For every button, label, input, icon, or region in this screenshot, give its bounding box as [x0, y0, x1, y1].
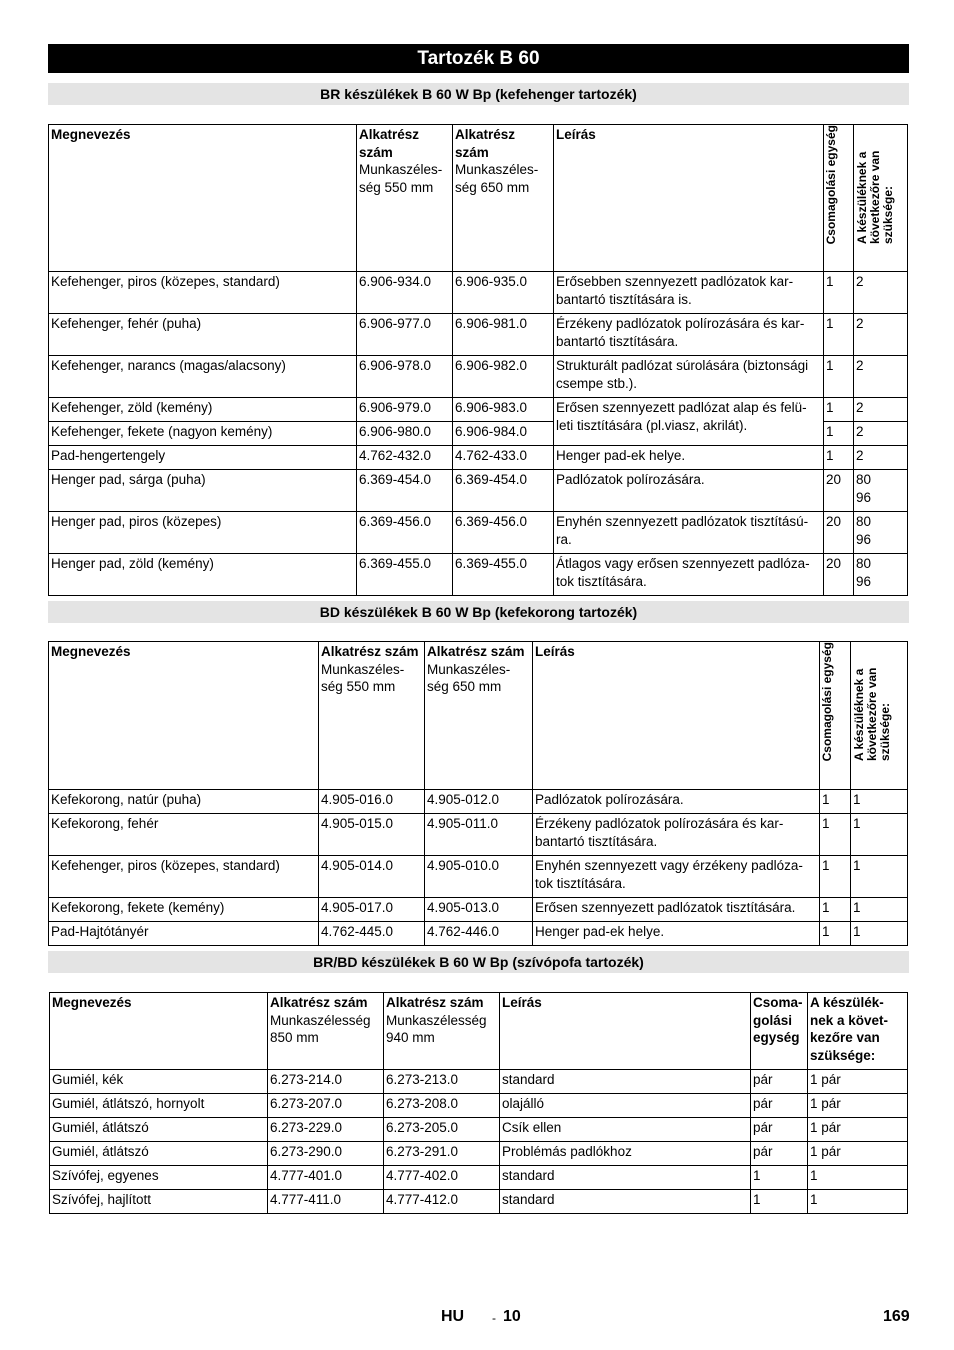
cell-desc: Strukturált padlózat súrolására (biztonsági csempe stb.).	[554, 356, 824, 398]
cell-part2: 4.905-010.0	[425, 856, 533, 898]
cell-need: 80 96	[854, 554, 908, 596]
cell-pack: 1	[824, 446, 854, 470]
cell-part1: 6.273-290.0	[268, 1142, 384, 1166]
cell-desc: olajálló	[500, 1094, 751, 1118]
cell-desc: standard	[500, 1070, 751, 1094]
cell-part1: 6.906-934.0	[357, 272, 453, 314]
cell-need: 2	[854, 272, 908, 314]
cell-need: 80 96	[854, 470, 908, 512]
cell-pack: 1	[751, 1166, 808, 1190]
cell-name: Gumiél, átlátszó, hornyolt	[50, 1094, 268, 1118]
cell-part1: 4.905-016.0	[319, 790, 425, 814]
cell-name: Henger pad, sárga (puha)	[49, 470, 357, 512]
cell-part2: 4.905-012.0	[425, 790, 533, 814]
table-row	[49, 898, 908, 922]
col-header-part1: Alkatrész szám	[321, 644, 419, 659]
cell-part1: 4.905-014.0	[319, 856, 425, 898]
cell-desc: Átlagos vagy erősen szennyezett padlóza-tok tisztítására.	[554, 554, 824, 596]
col-header-part1-sub: Munkaszéles-ség 550 mm	[321, 661, 405, 694]
cell-need: 1	[808, 1166, 908, 1190]
cell-need: 80 96	[854, 512, 908, 554]
cell-part2: 6.906-984.0	[453, 422, 554, 446]
cell-pack: pár	[751, 1070, 808, 1094]
col-header-part2: Alkatrész szám	[427, 644, 525, 659]
cell-part2: 4.762-433.0	[453, 446, 554, 470]
cell-part1: 6.906-979.0	[357, 398, 453, 422]
cell-name: Szívófej, hajlított	[50, 1190, 268, 1214]
table-row	[49, 446, 908, 470]
cell-desc: Henger pad-ek helye.	[554, 446, 824, 470]
cell-part2: 6.273-208.0	[384, 1094, 500, 1118]
cell-name: Gumiél, átlátszó	[50, 1118, 268, 1142]
table-header-row	[49, 642, 908, 790]
cell-pack: 1	[820, 922, 851, 946]
cell-pack: 1	[824, 314, 854, 356]
table-row	[49, 814, 908, 856]
table-row	[49, 272, 908, 314]
footer-section-page: 10	[503, 1308, 521, 1325]
cell-part1: 4.905-017.0	[319, 898, 425, 922]
cell-part1: 6.273-214.0	[268, 1070, 384, 1094]
cell-name: Kefekorong, fehér	[49, 814, 319, 856]
cell-need: 1 pár	[808, 1094, 908, 1118]
cell-pack: 1	[824, 356, 854, 398]
page-title: Tartozék B 60	[48, 44, 909, 73]
table-row	[50, 1166, 908, 1190]
footer-page-number: 169	[883, 1308, 910, 1325]
table-row	[49, 856, 908, 898]
cell-pack: 1	[820, 814, 851, 856]
cell-pack: 1	[824, 398, 854, 422]
section-heading-br: BR készülékek B 60 W Bp (kefehenger tartozék)	[48, 83, 909, 105]
cell-name: Kefehenger, fehér (puha)	[49, 314, 357, 356]
col-header-part2: Alkatrész szám	[455, 127, 516, 160]
cell-part1: 4.762-445.0	[319, 922, 425, 946]
cell-need: 1	[851, 790, 908, 814]
cell-part2: 6.369-456.0	[453, 512, 554, 554]
cell-desc: Érzékeny padlózatok polírozására és kar-bantartó tisztítására.	[554, 314, 824, 356]
table-brbd-szivopofa	[49, 992, 908, 1214]
table-bd-kefekorong	[48, 641, 908, 946]
col-header-part2-sub: Munkaszéles-ség 650 mm	[427, 661, 511, 694]
cell-need: 2	[854, 398, 908, 422]
table-row	[49, 922, 908, 946]
cell-part2: 4.762-446.0	[425, 922, 533, 946]
cell-part2: 6.906-983.0	[453, 398, 554, 422]
cell-pack: pár	[751, 1094, 808, 1118]
table-row	[49, 470, 908, 512]
cell-pack: 20	[824, 512, 854, 554]
cell-pack: 1	[820, 898, 851, 922]
cell-pack: 1	[820, 790, 851, 814]
cell-part1: 6.369-455.0	[357, 554, 453, 596]
cell-name: Kefehenger, fekete (nagyon kemény)	[49, 422, 357, 446]
cell-need: 1	[808, 1190, 908, 1214]
cell-name: Pad-hengertengely	[49, 446, 357, 470]
cell-part1: 6.369-456.0	[357, 512, 453, 554]
section-heading-brbd: BR/BD készülékek B 60 W Bp (szívópofa tartozék)	[48, 951, 909, 973]
table-br-kefehenger	[48, 124, 908, 596]
cell-name: Kefehenger, narancs (magas/alacsony)	[49, 356, 357, 398]
cell-part2: 6.906-981.0	[453, 314, 554, 356]
cell-need: 1	[851, 898, 908, 922]
cell-desc: Enyhén szennyezett vagy érzékeny padlóza-tok tisztítására.	[533, 856, 820, 898]
cell-desc: Henger pad-ek helye.	[533, 922, 820, 946]
table-row	[49, 512, 908, 554]
cell-need: 1 pár	[808, 1142, 908, 1166]
cell-name: Gumiél, kék	[50, 1070, 268, 1094]
col-header-desc: Leírás	[556, 127, 596, 142]
cell-need: 1	[851, 856, 908, 898]
col-header-pack: Csomagolási egység	[824, 125, 838, 245]
cell-pack: pár	[751, 1142, 808, 1166]
table-row	[49, 554, 908, 596]
col-header-part2-sub: Munkaszélesség 940 mm	[386, 1012, 487, 1045]
table-row	[49, 398, 908, 422]
cell-part2: 6.273-213.0	[384, 1070, 500, 1094]
col-header-part1-sub: Munkaszéles-ség 550 mm	[359, 162, 443, 195]
footer-lang: HU	[441, 1308, 465, 1325]
cell-need: 1	[851, 922, 908, 946]
cell-name: Kefekorong, fekete (kemény)	[49, 898, 319, 922]
cell-part1: 4.905-015.0	[319, 814, 425, 856]
cell-part1: 6.369-454.0	[357, 470, 453, 512]
cell-part2: 6.273-205.0	[384, 1118, 500, 1142]
cell-pack: 1	[824, 422, 854, 446]
cell-desc: Padlózatok polírozására.	[533, 790, 820, 814]
cell-name: Kefehenger, zöld (kemény)	[49, 398, 357, 422]
cell-name: Gumiél, átlátszó	[50, 1142, 268, 1166]
col-header-need: A készülék-nek a követ-kezőre van szüksége:	[810, 995, 889, 1063]
cell-pack: 1	[820, 856, 851, 898]
cell-part2: 4.777-402.0	[384, 1166, 500, 1190]
cell-desc: Csík ellen	[500, 1118, 751, 1142]
col-header-desc: Leírás	[535, 644, 575, 659]
cell-part1: 6.906-978.0	[357, 356, 453, 398]
footer-separator: -	[492, 1311, 496, 1325]
cell-part2: 4.905-013.0	[425, 898, 533, 922]
cell-part2: 6.273-291.0	[384, 1142, 500, 1166]
section-heading-bd: BD készülékek B 60 W Bp (kefekorong tartozék)	[48, 601, 909, 623]
cell-name: Kefekorong, natúr (puha)	[49, 790, 319, 814]
cell-need: 2	[854, 356, 908, 398]
table-header-row	[49, 125, 908, 272]
cell-part2: 4.777-412.0	[384, 1190, 500, 1214]
cell-part1: 6.906-977.0	[357, 314, 453, 356]
cell-part1: 6.906-980.0	[357, 422, 453, 446]
cell-desc: Erősebben szennyezett padlózatok kar-bantartó tisztítására is.	[554, 272, 824, 314]
col-header-name: Megnevezés	[52, 995, 132, 1010]
cell-part2: 6.906-982.0	[453, 356, 554, 398]
cell-need: 1 pár	[808, 1118, 908, 1142]
cell-name: Henger pad, piros (közepes)	[49, 512, 357, 554]
col-header-part2: Alkatrész szám	[386, 995, 484, 1010]
table-row	[50, 1070, 908, 1094]
cell-part2: 4.905-011.0	[425, 814, 533, 856]
cell-desc: standard	[500, 1190, 751, 1214]
table-row	[50, 1190, 908, 1214]
col-header-name: Megnevezés	[51, 127, 131, 142]
col-header-desc: Leírás	[502, 995, 542, 1010]
cell-name: Kefehenger, piros (közepes, standard)	[49, 856, 319, 898]
col-header-part1: Alkatrész szám	[359, 127, 420, 160]
cell-part1: 6.273-229.0	[268, 1118, 384, 1142]
cell-pack: 20	[824, 470, 854, 512]
cell-pack: pár	[751, 1118, 808, 1142]
table-row	[49, 790, 908, 814]
cell-need: 1 pár	[808, 1070, 908, 1094]
cell-desc: Problémás padlókhoz	[500, 1142, 751, 1166]
cell-part2: 6.369-455.0	[453, 554, 554, 596]
cell-desc: Enyhén szennyezett padlózatok tisztítású-ra.	[554, 512, 824, 554]
cell-desc: Érzékeny padlózatok polírozására és kar-bantartó tisztítására.	[533, 814, 820, 856]
cell-part2: 6.906-935.0	[453, 272, 554, 314]
cell-name: Henger pad, zöld (kemény)	[49, 554, 357, 596]
table-row	[50, 1094, 908, 1118]
cell-desc: Erősen szennyezett padlózatok tisztítására.	[533, 898, 820, 922]
col-header-pack: Csoma-golási egység	[753, 995, 803, 1045]
cell-part2: 6.369-454.0	[453, 470, 554, 512]
col-header-need: A készüléknek a következőre van szüksége:	[852, 667, 892, 761]
cell-need: 1	[851, 814, 908, 856]
cell-part1: 4.762-432.0	[357, 446, 453, 470]
cell-part1: 6.273-207.0	[268, 1094, 384, 1118]
col-header-part2-sub: Munkaszéles-ség 650 mm	[455, 162, 539, 195]
col-header-part1: Alkatrész szám	[270, 995, 368, 1010]
cell-pack: 1	[751, 1190, 808, 1214]
col-header-pack: Csomagolási egység	[820, 642, 834, 762]
table-row	[49, 314, 908, 356]
cell-desc: Padlózatok polírozására.	[554, 470, 824, 512]
cell-part1: 4.777-411.0	[268, 1190, 384, 1214]
cell-need: 2	[854, 446, 908, 470]
table-row	[49, 356, 908, 398]
cell-pack: 20	[824, 554, 854, 596]
col-header-part1-sub: Munkaszélesség 850 mm	[270, 1012, 371, 1045]
cell-need: 2	[854, 314, 908, 356]
table-row	[50, 1118, 908, 1142]
table-row	[50, 1142, 908, 1166]
cell-name: Pad-Hajtótányér	[49, 922, 319, 946]
cell-desc: standard	[500, 1166, 751, 1190]
col-header-name: Megnevezés	[51, 644, 131, 659]
cell-desc: Erősen szennyezett padlózat alap és felü-leti tisztítására (pl.viasz, akrilát).	[554, 398, 824, 446]
table-header-row	[50, 993, 908, 1070]
cell-name: Szívófej, egyenes	[50, 1166, 268, 1190]
cell-part1: 4.777-401.0	[268, 1166, 384, 1190]
col-header-need: A készüléknek a következőre van szüksége:	[855, 150, 895, 244]
cell-need: 2	[854, 422, 908, 446]
cell-name: Kefehenger, piros (közepes, standard)	[49, 272, 357, 314]
cell-pack: 1	[824, 272, 854, 314]
